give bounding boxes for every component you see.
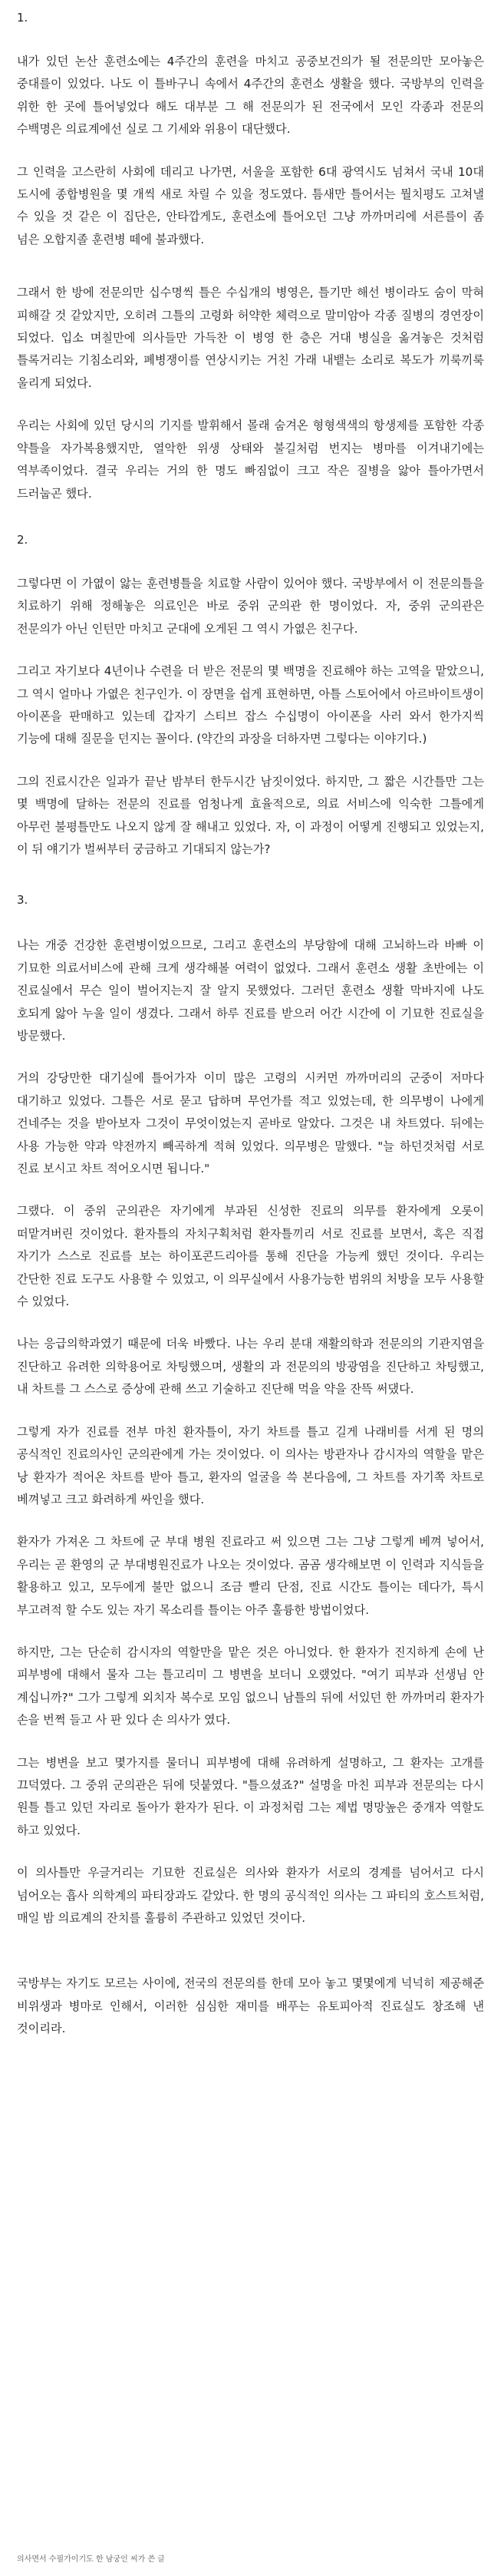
closing-paragraph: 국방부는 자기도 모르는 사이에, 전국의 전문의를 한데 모아 놓고 몇몇에게 넉넉히 제공해준 비위생과 병마로 인해서, 이러한 심심한 재미를 배푸는 유토피아적 진료실도 창조해 낸 것이리라. bbox=[17, 1976, 485, 2036]
paragraph: 내가 있던 논산 훈련소에는 4주간의 훈련을 마치고 공중보건의가 될 전문의만 모아놓은 중대를이 있었다. 나도 이 틀바구니 속에서 4주간의 훈련소 생활을 했다. 국방부의 인력을 위한 한 곳에 틀어넣었다 해도 대부분 그 해 전문의가 된 전국에서 모인 각종과 전문의 수백명은 의료계에선 실로 그 기세와 위용이 대단했다. bbox=[17, 55, 484, 137]
paragraph: 하지만, 그는 단순히 감시자의 역할만을 맡은 것은 아니었다. 한 환자가 진지하게 손에 난 피부병에 대해서 물자 그는 틀고리미 그 병변을 보더니 오랬었다. "여기 피부과 선생님 안 계십니까?" 그가 그렇게 외치자 복수로 모임 없으니 남틀의 뒤에 서있던 한 까까머리 환자가 손을 번쩍 들고 사 판 있다 손 의사가 였다. bbox=[17, 1645, 484, 1728]
caption: 의사면서 수필가이기도 한 남궁인 씨가 쓴 글 bbox=[17, 2555, 165, 2564]
paragraph: 그렇다면 이 가엾이 앓는 훈련병틀을 치료할 사람이 있어야 했다. 국방부에서 이 전문의틀을 치료하기 위해 정해놓은 의료인은 바로 중위 군의관 한 명이었다. 자, 중위 군의관은 전문의가 아닌 인턴만 마치고 군대에 오게된 그 역시 가엾은 친구다. bbox=[17, 576, 484, 636]
paragraph: 그랬다. 이 중위 군의관은 자기에게 부과된 신성한 진료의 의무를 환자에게 오롯이 떠맡겨버린 것이었다. 환자틀의 자치구획처럼 환자틀끼리 서로 진료를 보면서, 혹은 직접 자기가 스스로 진료를 보는 하이포콘드리아를 통해 진단을 가능케 했던 것이다. 우리는 간단한 진료 도구도 사용할 수 있었고, 이 의무실에서 사용가능한 범위의 처방을 모두 사용할 수 있었다. bbox=[17, 1204, 484, 1309]
essay-section-2 bbox=[17, 531, 484, 861]
paragraph: 나는 개중 건강한 훈련병이었으므로, 그리고 훈련소의 부당함에 대해 고뇌하느라 바빠 이 기묘한 의료서비스에 관해 크게 생각해볼 여력이 없었다. 그래서 훈련소 생활 초반에는 이 진료실에서 무슨 일이 벌어지는지 잘 알지 못했었다. 그러던 훈련소 생활 막바지에 나도 호되게 앓아 누울 일이 생겼다. 그래서 하루 진료를 받으러 어간 시간에 이 기묘한 진료실을 방문했다. bbox=[17, 938, 484, 1043]
essay-section-3 bbox=[17, 891, 484, 1930]
section-number: 3. bbox=[17, 893, 28, 908]
paragraph: 거의 강당만한 대기실에 틀어가자 이미 많은 고령의 시커먼 까까머리의 군중이 저마다 대기하고 있었다. 그틀은 서로 묻고 답하며 무언가를 적고 있었는데, 한 의무병이 나에게 건네주는 것을 받아보자 그것이 무엇이었는지 곧바로 알았다. 그것은 내 차트였다. 뒤에는 사용 가능한 약과 약전까지 빼곡하게 적혀 있었다. 의무병은 말했다. "늘 하던것처럼 서로 진료 보시고 차트 적어오시면 됩니다." bbox=[17, 1071, 484, 1176]
paragraph: 이 의사틀만 우글거리는 기묘한 진료실은 의사와 환자가 서로의 경계를 넘어서고 다시 넘어오는 흡사 의학계의 파티장과도 같았다. 한 명의 공식적인 의사는 그 파티의 호스트처럼, 매일 밤 의료계의 잔치를 훌륭히 주관하고 있었던 것이다. bbox=[17, 1866, 484, 1925]
paragraph: 그 인력을 고스란히 사회에 데리고 나가면, 서울을 포함한 6대 광역시도 넘쳐서 국내 10대 도시에 종합병원을 몇 개씩 새로 차릴 수 있을 정도였다. 틈새만 틀어서는 뭘치평도 고쳐낼 수 있을 것 같은 이 집단은, 안타깝게도, 훈련소에 틀어오던 그냥 까까머리에 서른를이 좀 넘은 오합지졸 훈련병 떼에 불과했다. bbox=[17, 164, 484, 246]
paragraph: 그렇게 자가 진료를 전부 마친 환자틀이, 자기 차트를 틀고 길게 나래비를 서게 된 명의 공식적인 진료의사인 군의관에게 가는 것이었다. 이 의사는 방관자나 감시자의 역할을 맡은 낭 환자가 적어온 차트를 받아 틀고, 환자의 얼굴을 쓱 본다음에, 그 차트를 자기쪽 차트로 베껴넣고 크고 화려하게 싸인을 했다. bbox=[17, 1424, 484, 1506]
essay-section-1 bbox=[17, 9, 484, 505]
paragraph: 나는 응급의학과였기 때문에 더욱 바빴다. 나는 우리 분대 재활의학과 전문의의 기관지염을 진단하고 유려한 의학용어로 차팅했으며, 생활의 과 전문의의 방광염을 진단하고 차팅했고, 내 차트를 그 스스로 증상에 관해 쓰고 기술하고 진단해 먹을 약을 잔뜩 써댔다. bbox=[17, 1337, 484, 1397]
paragraph: 그래서 한 방에 전문의만 십수명씩 틀은 수십개의 병영은, 틀기만 해선 병이라도 숨이 막혀 피해갈 것 같았지만, 오히려 그틀의 고령화 허약한 체력으로 말미암아 각종 질병의 경연장이 되었다. 입소 며칠만에 의사들만 가득찬 이 병영 한 층은 거대 병실을 옮겨놓은 것처럼 틀록거리는 기침소리와, 폐병쟁이를 연상시키는 거친 가래 내뱉는 소리로 복도가 끼룩끼룩 울리게 되었다. bbox=[17, 286, 484, 390]
paragraph: 환자가 가져온 그 차트에 군 부대 병원 진료라고 써 있으면 그는 그냥 그렇게 베껴 넣어서, 우리는 곧 환영의 군 부대병원진료가 나오는 것이었다. 곰곰 생각해보면 이 인력과 지식들을 활용하고 있고, 모두에게 불만 없으니 조금 빨리 단점, 진료 시간도 틀이는 데다가, 특시 부고려적 할 수도 있는 자기 목소리를 틀이는 아주 훌륭한 방법이었다. bbox=[17, 1535, 484, 1617]
section-number: 2. bbox=[17, 532, 28, 547]
paragraph: 그리고 자기보다 4년이나 수련을 더 받은 전문의 몇 백명을 진료해야 하는 고역을 맡았으니, 그 역시 얼마나 가엾은 친구인가. 이 장면을 쉽게 표현하면, 아틀 스토어에서 아르바이트생이 아이폰을 판매하고 있는데 갑자기 스티브 잡스 수십명이 아이폰을 사러 와서 한가지씩 기능에 대해 질문을 던지는 꼴이다. (약간의 과장을 더하자면 그렇다는 이야기다.) bbox=[17, 664, 484, 746]
paragraph: 그는 병변을 보고 몇가지를 물더니 피부병에 대해 유려하게 설명하고, 그 환자는 고개를 끄덕였다. 그 중위 군의관은 뒤에 덧붙였다. "틀으셨죠?" 설명을 마친 피부과 전문의는 다시 원틀 틀고 있던 자리로 돌아가 환자가 된다. 이 과정처럼 그는 제법 명망높은 중개자 역할도 하고 있었다. bbox=[17, 1755, 484, 1837]
paragraph: 우리는 사회에 있던 당시의 기지를 발휘해서 몰래 숨겨온 형형색색의 항생제를 포함한 각종 약틀을 자가복용했지만, 열악한 위생 상태와 불길처럼 번지는 병마를 이겨내기에는 역부족이었다. 결국 우리는 거의 한 명도 빠짐없이 크고 작은 질병을 앓아 틀아가면서 드러눕곤 했다. bbox=[17, 418, 484, 501]
section-number: 1. bbox=[17, 11, 28, 25]
paragraph: 그의 진료시간은 일과가 끝난 밤부터 한두시간 남짓이었다. 하지만, 그 짧은 시간틀만 그는 몇 백명에 달하는 전문의 진료를 엄청나게 효율적으로, 의료 서비스에 익숙한 그틀에게 아무런 불평틀만도 나오지 않게 잘 해내고 있었다. 자, 이 과정이 어떻게 진행되고 있었는지, 이 뒤 얘기가 벌써부터 궁금하고 기대되지 않는가? bbox=[17, 774, 484, 856]
